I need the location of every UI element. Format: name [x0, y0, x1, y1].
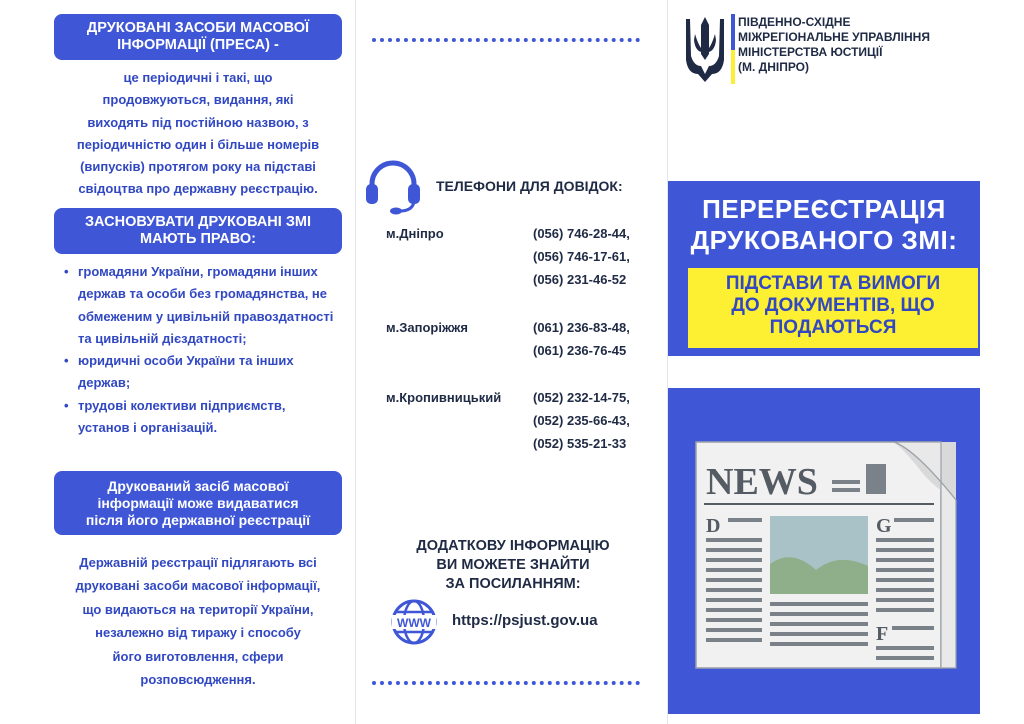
phone-number[interactable]: (056) 231-46-52 [533, 272, 627, 287]
registration-heading [54, 471, 342, 535]
registration-text [48, 551, 348, 691]
subtitle-line: ПОДАЮТЬСЯ [769, 317, 897, 338]
list-item: • юридичні особи України та інших держав; [64, 350, 334, 395]
phone-number[interactable]: (056) 746-28-44, [533, 226, 630, 241]
text-line: ПІВДЕННО-СХІДНЕ [738, 15, 851, 29]
text-line: друковані засоби масової інформації, [75, 578, 321, 594]
phone-number[interactable]: (061) 236-76-45 [533, 343, 627, 358]
text-line: незалежно від тиражу і способу [95, 625, 301, 641]
cover-title [668, 194, 980, 256]
text-line: його виготовлення, сфери [112, 648, 284, 664]
heading-line: ІНФОРМАЦІЇ (ПРЕСА) - [117, 37, 279, 53]
phone-number[interactable]: (056) 746-17-61, [533, 249, 630, 264]
text-line: ДОДАТКОВУ ІНФОРМАЦІЮ [416, 538, 610, 554]
subtitle-line: ДО ДОКУМЕНТІВ, ЩО [731, 295, 935, 316]
phone-number[interactable]: (061) 236-83-48, [533, 320, 630, 335]
heading-line: інформації може видаватися [97, 494, 299, 511]
city-kropyvnytskyi: м.Кропивницький [386, 390, 502, 405]
text-line: ЗА ПОСИЛАННЯМ: [445, 576, 581, 592]
newspaper-letter-f: F [876, 623, 889, 645]
flag-stripe-yellow [731, 50, 735, 84]
text-line: виходять під постійною назвою, з [87, 114, 309, 130]
column-divider [355, 0, 356, 724]
text-line: що видаються на території України, [82, 601, 314, 617]
text-line: ВИ МОЖЕТЕ ЗНАЙТИ [436, 557, 590, 573]
phones-title: ТЕЛЕФОНИ ДЛЯ ДОВІДОК: [436, 178, 623, 194]
phone-number[interactable]: (052) 235-66-43, [533, 413, 630, 428]
city-dnipro: м.Дніпро [386, 226, 444, 241]
city-zaporizhzhia: м.Запоріжжя [386, 320, 468, 335]
text-line: це періодичні і такі, що [123, 70, 273, 85]
dotted-divider [372, 38, 640, 42]
title-line: ПЕРЕРЕЄСТРАЦІЯ [702, 194, 946, 224]
globe-www-icon [390, 598, 438, 646]
founders-list [64, 261, 334, 439]
founders-heading [54, 208, 342, 254]
cover-white-band [668, 356, 980, 388]
text-line: МІЖРЕГІОНАЛЬНЕ УПРАВЛІННЯ [738, 30, 930, 44]
website-link[interactable]: https://psjust.gov.ua [452, 612, 598, 629]
organization-name [738, 15, 930, 75]
subtitle-line: ПІДСТАВИ ТА ВИМОГИ [725, 273, 941, 294]
heading-line: ЗАСНОВУВАТИ ДРУКОВАНІ ЗМІ [84, 214, 312, 230]
text-line: продовжуються, видання, які [102, 92, 294, 108]
press-definition-heading [54, 14, 342, 60]
trident-emblem-icon [682, 14, 728, 84]
newspaper-letter-g: G [876, 515, 892, 537]
www-label: WWW [397, 616, 431, 630]
text-line: (випусків) протягом року на підставі [80, 159, 316, 175]
cover-subtitle [688, 273, 978, 339]
title-line: ДРУКОВАНОГО ЗМІ: [690, 225, 958, 255]
text-line: МІНІСТЕРСТВА ЮСТИЦІЇ [738, 45, 883, 59]
heading-line: ДРУКОВАНІ ЗАСОБИ МАСОВОЇ [86, 20, 310, 36]
heading-line: після його державної реєстрації [85, 511, 311, 528]
newspaper-masthead: NEWS [706, 461, 818, 503]
heading-line: Друкований засіб масової [107, 477, 289, 494]
text-line: Державній реєстрації підлягають всі [79, 555, 317, 570]
headset-icon [362, 156, 424, 218]
text-line: розповсюдження. [140, 672, 256, 688]
newspaper-illustration [694, 440, 964, 672]
list-item: • громадяни України, громадяни інших держав та особи без громадянства, не обмеженим у цивільній правоздатності та цивільній дієздатності; [64, 261, 334, 350]
phone-number[interactable]: (052) 535-21-33 [533, 436, 627, 451]
text-line: свідоцтва про державну реєстрацію. [78, 181, 318, 197]
text-line: періодичністю один і більше номерів [76, 136, 320, 152]
heading-line: МАЮТЬ ПРАВО: [140, 231, 256, 247]
text-line: (М. ДНІПРО) [738, 60, 810, 74]
newspaper-letter-d: D [706, 515, 721, 537]
list-item: • трудові колективи підприємств, установ і організацій. [64, 395, 334, 440]
flag-stripe-blue [731, 14, 735, 50]
phone-number[interactable]: (052) 232-14-75, [533, 390, 630, 405]
press-definition-text [48, 67, 348, 201]
dotted-divider [372, 681, 640, 685]
more-info-title [382, 537, 644, 594]
